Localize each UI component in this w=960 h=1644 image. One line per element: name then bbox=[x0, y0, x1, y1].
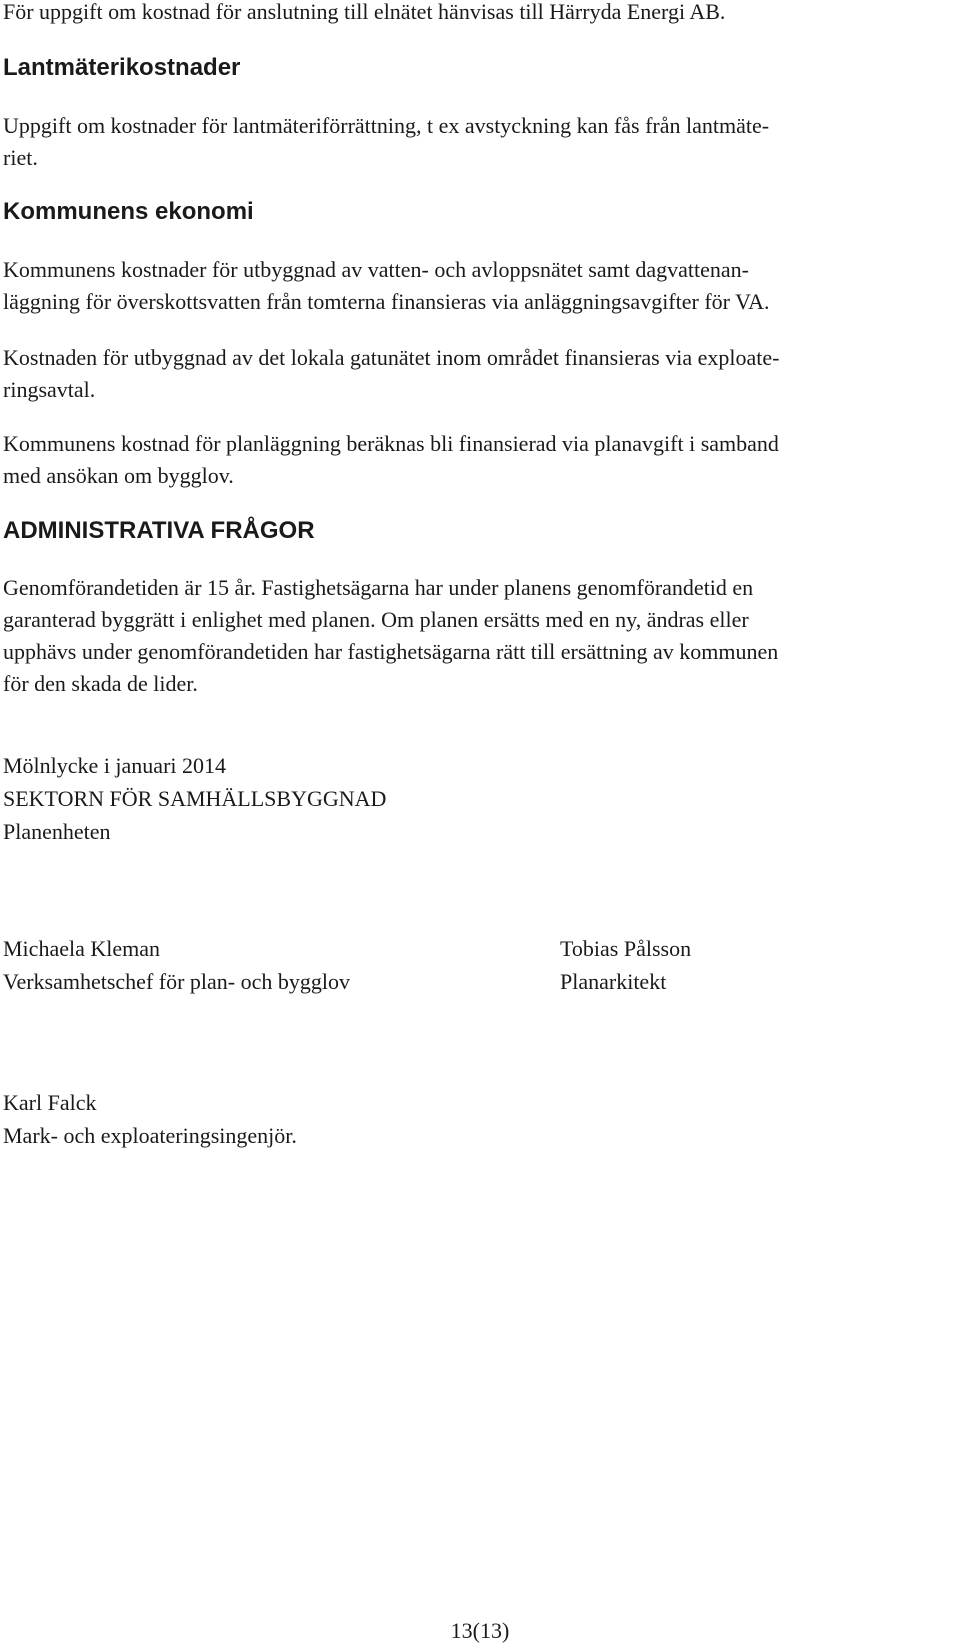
signatory-title: Planarkitekt bbox=[560, 969, 667, 994]
signatory-name: Karl Falck bbox=[3, 1090, 97, 1115]
signature-kleman bbox=[3, 932, 350, 998]
ekonomi-heading: Kommunens ekonomi bbox=[3, 198, 254, 225]
closing-block bbox=[3, 749, 386, 848]
signatory-name: Tobias Pålsson bbox=[560, 936, 692, 961]
paragraph-line: ringsavtal. bbox=[3, 377, 96, 402]
sector-name: SEKTORN FÖR SAMHÄLLSBYGGNAD bbox=[3, 786, 387, 811]
lantmateri-paragraph bbox=[3, 110, 769, 174]
lantmateri-heading: Lantmäterikostnader bbox=[3, 54, 241, 81]
paragraph-line: Kostnaden för utbyggnad av det lokala gatunätet inom området finansieras via exploate- bbox=[3, 345, 780, 370]
intro-paragraph bbox=[3, 0, 725, 28]
paragraph-line: med ansökan om bygglov. bbox=[3, 463, 234, 488]
admin-paragraph bbox=[3, 572, 778, 700]
paragraph-line: upphävs under genomförandetiden har fastighetsägarna rätt till ersättning av kommunen bbox=[3, 639, 779, 664]
signature-palsson bbox=[560, 932, 691, 998]
ekonomi-paragraph-1 bbox=[3, 254, 770, 318]
signature-falck bbox=[3, 1086, 297, 1152]
intro-line: För uppgift om kostnad för anslutning till elnätet hänvisas till Härryda Energi AB. bbox=[3, 0, 726, 24]
paragraph-line: Kommunens kostnad för planläggning beräknas bli finansierad via planavgift i samband bbox=[3, 431, 779, 456]
ekonomi-paragraph-3 bbox=[3, 428, 779, 492]
signatory-name: Michaela Kleman bbox=[3, 936, 160, 961]
paragraph-line: riet. bbox=[3, 145, 38, 170]
place-date: Mölnlycke i januari 2014 bbox=[3, 753, 227, 778]
unit-name: Planenheten bbox=[3, 819, 111, 844]
paragraph-line: läggning för överskottsvatten från tomterna finansieras via anläggningsavgifter för VA. bbox=[3, 289, 770, 314]
paragraph-line: för den skada de lider. bbox=[3, 671, 198, 696]
paragraph-line: Uppgift om kostnader för lantmäteriförrättning, t ex avstyckning kan fås från lantmäte- bbox=[3, 113, 770, 138]
paragraph-line: garanterad byggrätt i enlighet med planen. Om planen ersätts med en ny, ändras eller bbox=[3, 607, 749, 632]
ekonomi-paragraph-2 bbox=[3, 342, 779, 406]
paragraph-line: Genomförandetiden är 15 år. Fastighetsägarna har under planens genomförandetid en bbox=[3, 575, 754, 600]
paragraph-line: Kommunens kostnader för utbyggnad av vatten- och avloppsnätet samt dagvattenan- bbox=[3, 257, 749, 282]
page-number: 13(13) bbox=[450, 1618, 510, 1643]
admin-heading: ADMINISTRATIVA FRÅGOR bbox=[3, 517, 315, 544]
signatory-title: Mark- och exploateringsingenjör. bbox=[3, 1123, 297, 1148]
signatory-title: Verksamhetschef för plan- och bygglov bbox=[3, 969, 351, 994]
